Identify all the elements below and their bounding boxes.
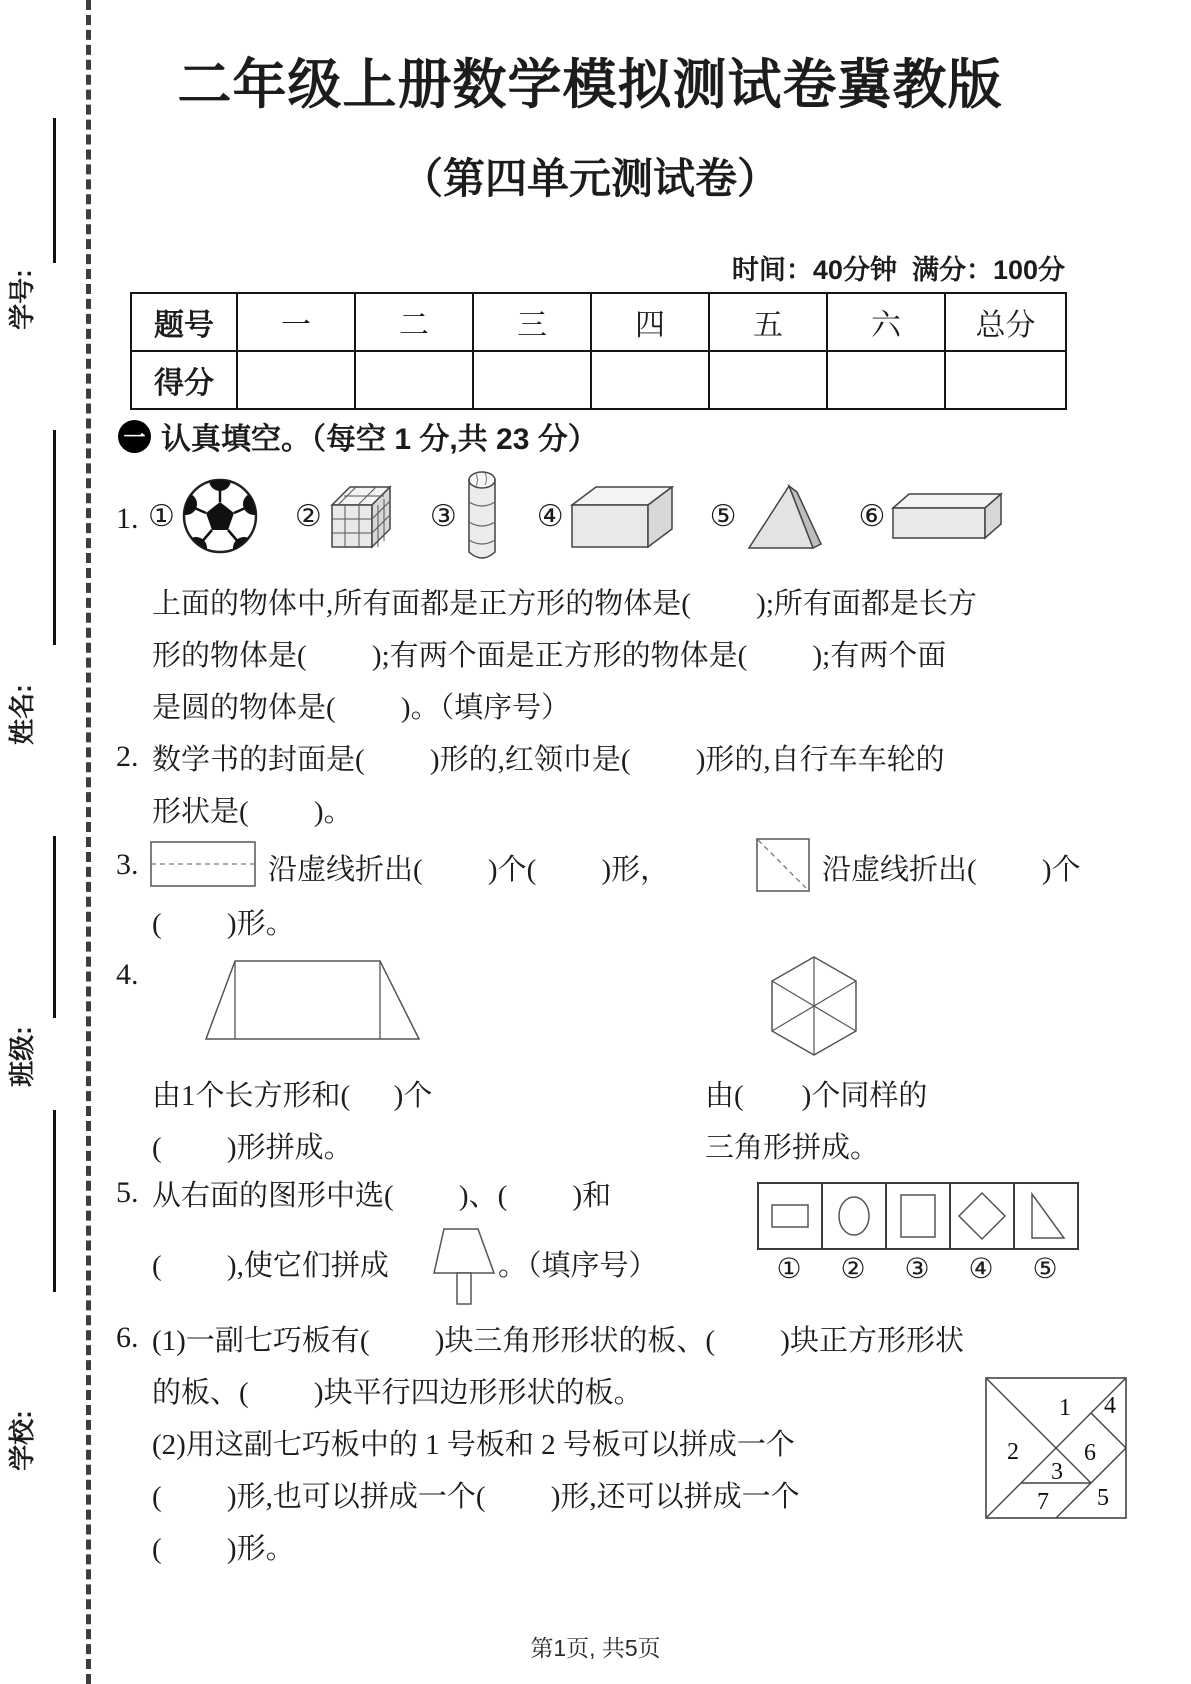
q1-item-2 — [295, 481, 394, 551]
shape-number-3: ③ — [904, 1254, 930, 1285]
page-title: 二年级上册数学模拟测试卷冀教版 — [177, 55, 1003, 115]
tangram-piece-3: 3 — [1051, 1459, 1063, 1485]
name-label: 姓名: — [6, 684, 37, 745]
q2-line-1: 数学书的封面是( )形的,红领巾是( )形的,自行车车轮的 — [152, 744, 945, 776]
q1-item-3 — [430, 470, 501, 562]
q5-shape-cell-4 — [951, 1184, 1015, 1248]
q6-line-5: ( )形。 — [152, 1533, 295, 1565]
score-cell — [591, 351, 709, 409]
q5-shape-cell-2 — [823, 1184, 887, 1248]
score-row-label: 得分 — [131, 351, 237, 409]
page-subtitle: （第四单元测试卷） — [400, 155, 779, 202]
circled-5: ⑤ — [709, 499, 737, 533]
q1-number: 1. — [116, 502, 139, 535]
tangram-figure — [985, 1377, 1127, 1519]
q2-line-2: 形状是( )。 — [152, 796, 353, 828]
q2-number: 2. — [116, 740, 139, 773]
tangram-piece-2: 2 — [1007, 1439, 1019, 1465]
q1-line-2: 形的物体是( );有两个面是正方形的物体是( );有两个面 — [152, 640, 947, 672]
q3-segment-2: 沿虚线折出( )个 — [822, 854, 1081, 886]
shape-number-5: ⑤ — [1032, 1254, 1058, 1285]
circled-3: ③ — [429, 499, 457, 533]
score-cell — [945, 351, 1066, 409]
q5-shape-cell-5 — [1015, 1184, 1077, 1248]
score-header-cell: 二 — [355, 293, 473, 351]
q5-line-2-pre: ( ),使它们拼成 — [152, 1250, 389, 1282]
q1-line-1: 上面的物体中,所有面都是正方形的物体是( );所有面都是长方 — [152, 588, 977, 620]
q4-left-line-1: 由1个长方形和( )个 — [152, 1080, 433, 1112]
q5-shape-strip — [757, 1182, 1079, 1250]
score-table-header-row — [131, 293, 1066, 351]
score-header-cell: 五 — [709, 293, 827, 351]
circled-4: ④ — [536, 499, 564, 533]
q1-object-row — [148, 470, 1003, 562]
small-rectangle-figure — [761, 1186, 819, 1246]
lamp-composite-figure — [432, 1228, 496, 1306]
triangle-board-figure — [743, 482, 823, 550]
long-box-figure — [891, 490, 1003, 542]
q1-item-6 — [859, 490, 1004, 542]
hexagon-triangles-figure — [755, 956, 873, 1056]
school-label: 学校: — [6, 1410, 37, 1471]
cuboid-figure — [570, 483, 674, 549]
score-header-cell: 六 — [827, 293, 945, 351]
rubik-cube-figure — [328, 481, 394, 551]
composite-trapezoid-figure — [205, 960, 421, 1040]
square-figure — [889, 1186, 947, 1246]
q1-item-1 — [148, 477, 259, 555]
exam-info: 时间：40分钟 满分：100分 — [731, 255, 1065, 285]
q4-right-line-1: 由( )个同样的 — [705, 1080, 928, 1112]
q4-right-line-2: 三角形拼成。 — [705, 1132, 880, 1164]
q6-line-4: ( )形,也可以拼成一个( )形,还可以拼成一个 — [152, 1481, 800, 1513]
shape-number-2: ② — [840, 1254, 866, 1285]
q5-line-2-post: 。（填序号） — [498, 1250, 658, 1282]
score-cell — [237, 351, 355, 409]
binding-dashed-line — [86, 0, 91, 1684]
score-cell — [473, 351, 591, 409]
score-table-score-row — [131, 351, 1066, 409]
student-id-fill-line — [53, 118, 56, 263]
student-id-label: 学号: — [6, 269, 37, 330]
shape-number-4: ④ — [968, 1254, 994, 1285]
tangram-piece-7: 7 — [1037, 1489, 1049, 1515]
section-1-badge: 一 — [118, 420, 151, 453]
tangram-piece-4: 4 — [1104, 1393, 1116, 1419]
q3-segment-1: 沿虚线折出( )个( )形， — [268, 854, 670, 886]
fold-rectangle-figure — [150, 841, 256, 887]
score-header-cell: 一 — [237, 293, 355, 351]
q4-number: 4. — [116, 958, 139, 991]
score-header-cell: 三 — [473, 293, 591, 351]
name-fill-line — [53, 430, 56, 645]
score-header-cell: 题号 — [131, 293, 237, 351]
page-footer: 第1页, 共5页 — [530, 1635, 661, 1661]
q6-number: 6. — [116, 1321, 139, 1354]
q1-item-5 — [710, 482, 823, 550]
soccer-ball-figure — [181, 477, 259, 555]
q5-shape-numbers — [757, 1252, 1077, 1286]
diamond-figure — [953, 1186, 1011, 1246]
circled-1: ① — [148, 499, 175, 533]
q4-left-line-2: ( )形拼成。 — [152, 1132, 353, 1164]
q1-item-4 — [537, 483, 674, 549]
score-table — [130, 292, 1067, 410]
circle-figure — [825, 1186, 883, 1246]
tangram-piece-1: 1 — [1059, 1395, 1071, 1421]
class-fill-line — [53, 836, 56, 1018]
school-fill-line — [53, 1110, 56, 1292]
q5-number: 5. — [116, 1176, 139, 1209]
q5-line-1: 从右面的图形中选( )、( )和 — [152, 1180, 612, 1212]
shape-number-1: ① — [776, 1254, 802, 1285]
q6-line-1: (1)一副七巧板有( )块三角形形状的板、( )块正方形形状 — [152, 1325, 964, 1357]
circled-2: ② — [294, 499, 322, 533]
score-cell — [709, 351, 827, 409]
circled-6: ⑥ — [858, 499, 886, 533]
right-triangle-figure — [1017, 1186, 1075, 1246]
score-header-cell: 总分 — [945, 293, 1066, 351]
fold-square-figure — [756, 838, 810, 892]
q5-shape-cell-1 — [759, 1184, 823, 1248]
score-header-cell: 四 — [591, 293, 709, 351]
class-label: 班级: — [6, 1026, 37, 1087]
tangram-piece-5: 5 — [1097, 1485, 1109, 1511]
q1-line-3: 是圆的物体是( )。（填序号） — [152, 692, 571, 724]
section-1-header — [118, 414, 598, 458]
q6-line-3: (2)用这副七巧板中的 1 号板和 2 号板可以拼成一个 — [152, 1429, 795, 1461]
tangram-piece-6: 6 — [1084, 1440, 1096, 1466]
q3-line-2: ( )形。 — [152, 908, 295, 940]
score-cell — [355, 351, 473, 409]
section-1-title: 认真填空。（每空 1 分,共 23 分） — [161, 423, 598, 456]
paper-roll-figure — [463, 470, 501, 562]
score-cell — [827, 351, 945, 409]
q5-shape-cell-3 — [887, 1184, 951, 1248]
q3-number: 3. — [116, 848, 139, 881]
q6-line-2: 的板、( )块平行四边形形状的板。 — [152, 1377, 643, 1409]
